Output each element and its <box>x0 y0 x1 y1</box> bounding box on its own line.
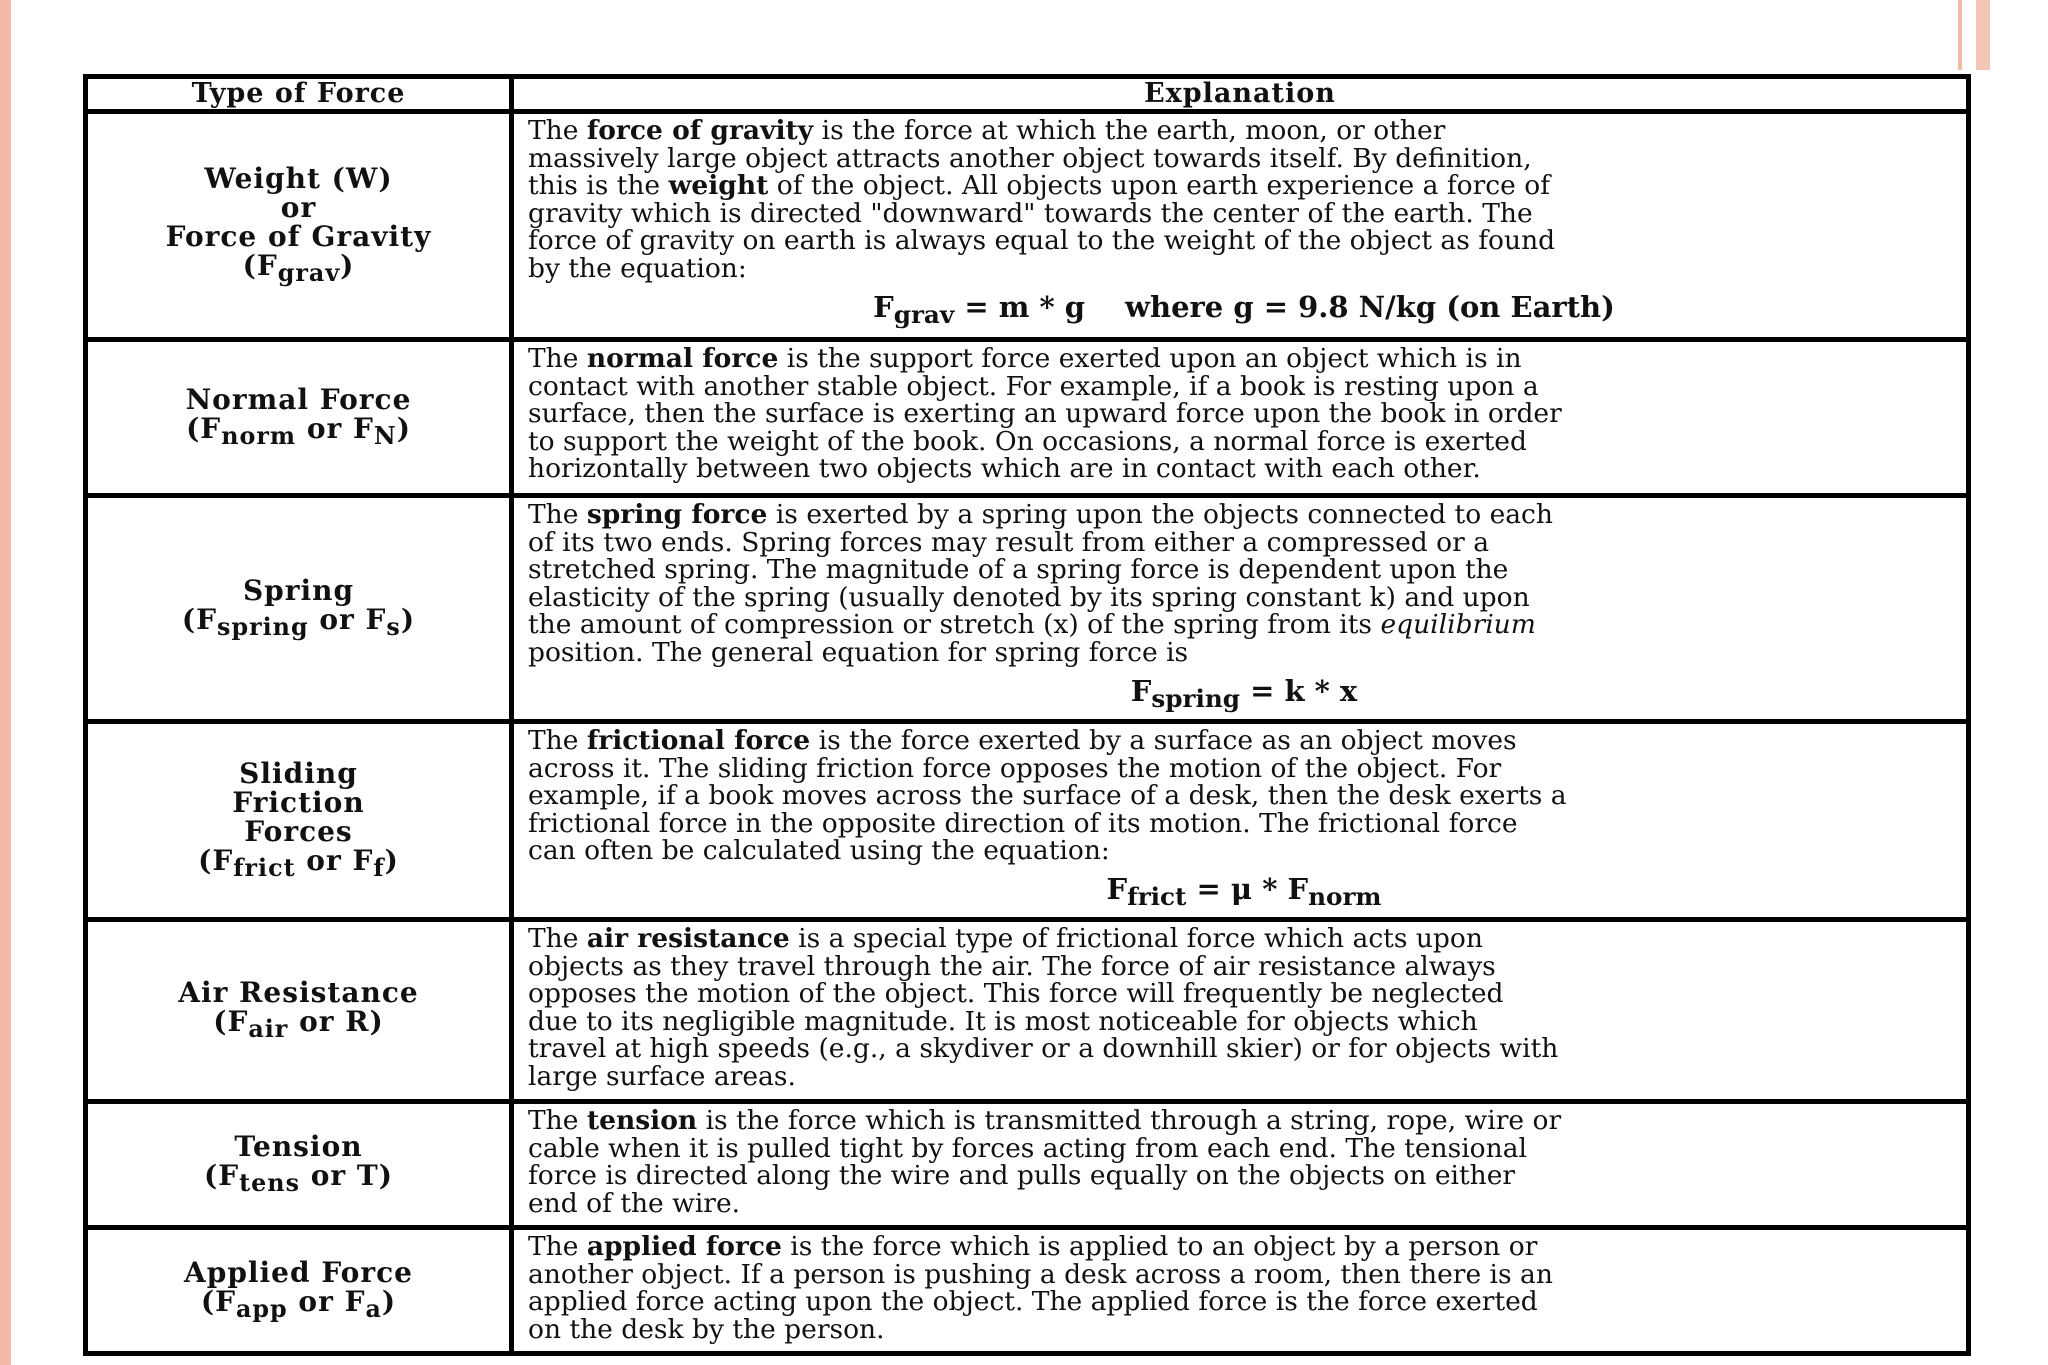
spring-equation: $F_{spring} = k * x$ <box>1130 673 1358 713</box>
table-row-tension <box>86 1102 1969 1228</box>
explanation-cell-spring: The spring force is exerted by a spring upon the objects connected to each of its two ends. Spring forces may result from either a compressed or a stretched spring. The magnitude of a spring force is dependent upon the elasticity of the spring (usually denoted by its spring constant k) and upon the amount of compression or stretch (x) of the spring from its equilibrium position. The general equation for spring force is $F_{spring} = k * x$ <box>512 496 1969 722</box>
type-label: Force of Gravity <box>165 219 432 253</box>
left-accent-bar <box>0 0 11 1365</box>
type-label: Normal Force <box>185 382 412 416</box>
force-symbol: ($F_{app}$ or $F_a$) <box>200 1284 397 1323</box>
type-label: Friction <box>232 785 365 819</box>
top-right-accent-bar <box>1976 0 1990 70</box>
type-cell-normal <box>86 340 512 496</box>
table-row-friction <box>86 722 1969 920</box>
type-label: Forces <box>244 814 353 848</box>
explanation-header: Explanation <box>512 77 1969 112</box>
table-row-applied-force <box>86 1228 1969 1354</box>
type-label: Spring <box>242 573 355 607</box>
table-row-air-resistance <box>86 920 1969 1102</box>
force-symbol: ($F_{norm}$ or $F_N$) <box>186 411 411 450</box>
friction-equation: $F_{frict} = \mu * F_{norm}$ <box>1106 871 1382 912</box>
table-row-normal <box>86 340 1969 496</box>
type-cell-friction <box>86 722 512 920</box>
top-right-accent-line <box>1958 0 1962 70</box>
gravity-equation: $F_{grav} = m * g$ where g = 9.8 N/kg (on Earth) <box>873 289 1615 329</box>
force-symbol: ($F_{tens}$ or T) <box>204 1158 393 1197</box>
type-label: or <box>280 190 317 224</box>
forces-table <box>83 74 1971 1356</box>
explanation-cell-weight: The force of gravity is the force at which the earth, moon, or other massively large object attracts another object towards itself. By definition, this is the weight of the object. All objects upon earth experience a force of gravity which is directed "downward" towards the center of the earth. The force of gravity on earth is always equal to the weight of the object as found by the equation: $F_{grav} = m * g$ where g = 9.8 N/kg (on Earth) <box>512 112 1969 340</box>
force-symbol: ($F_{air}$ or R) <box>213 1004 384 1043</box>
explanation-cell-friction: The frictional force is the force exerted by a surface as an object moves across it. The sliding friction force opposes the motion of the object. For example, if a book moves across the surface of a desk, then the desk exerts a frictional force in the opposite direction of its motion. The frictional force can often be calculated using the equation: $F_{frict} = \mu * F_{norm}$ <box>512 722 1969 920</box>
explanation-cell-normal: The normal force is the support force exerted upon an object which is in contact with another stable object. For example, if a book is resting upon a surface, then the surface is exerting an upward force upon the book in order to support the weight of the book. On occasions, a normal force is exerted horizontally between two objects which are in contact with each other. <box>512 340 1969 496</box>
type-label: Applied Force <box>184 1255 413 1289</box>
type-label: Air Resistance <box>178 975 419 1009</box>
type-cell-air-resistance <box>86 920 512 1102</box>
type-label: Weight (W) <box>204 161 393 195</box>
type-cell-tension <box>86 1102 512 1228</box>
type-cell-spring <box>86 496 512 722</box>
explanation-cell-tension: The tension is the force which is transmitted through a string, rope, wire or cable when it is pulled tight by forces acting from each end. The tensional force is directed along the wire and pulls equally on the objects on either end of the wire. <box>512 1102 1969 1228</box>
force-symbol: ($F_{spring}$ or $F_s$) <box>181 602 416 641</box>
force-symbol: ($F_{frict}$ or $F_f$) <box>198 843 399 882</box>
type-label: Tension <box>234 1129 363 1163</box>
table-row-weight <box>86 112 1969 340</box>
explanation-cell-applied-force: The applied force is the force which is applied to an object by a person or another object. If a person is pushing a desk across a room, then there is an applied force acting upon the object. The applied force is the force exerted on the desk by the person. <box>512 1228 1969 1354</box>
explanation-cell-air-resistance: The air resistance is a special type of frictional force which acts upon objects as they travel through the air. The force of air resistance always opposes the motion of the object. This force will frequently be neglected due to its negligible magnitude. It is most noticeable for objects which travel at high speeds (e.g., a skydiver or a downhill skier) or for objects with large surface areas. <box>512 920 1969 1102</box>
type-of-force-header: Type of Force <box>86 77 512 112</box>
type-cell-applied-force <box>86 1228 512 1354</box>
table-row-spring <box>86 496 1969 722</box>
type-cell-weight <box>86 112 512 340</box>
type-label: Sliding <box>239 756 358 790</box>
force-symbol: $(F_{grav})$ <box>242 248 355 287</box>
header-row <box>86 77 1969 112</box>
